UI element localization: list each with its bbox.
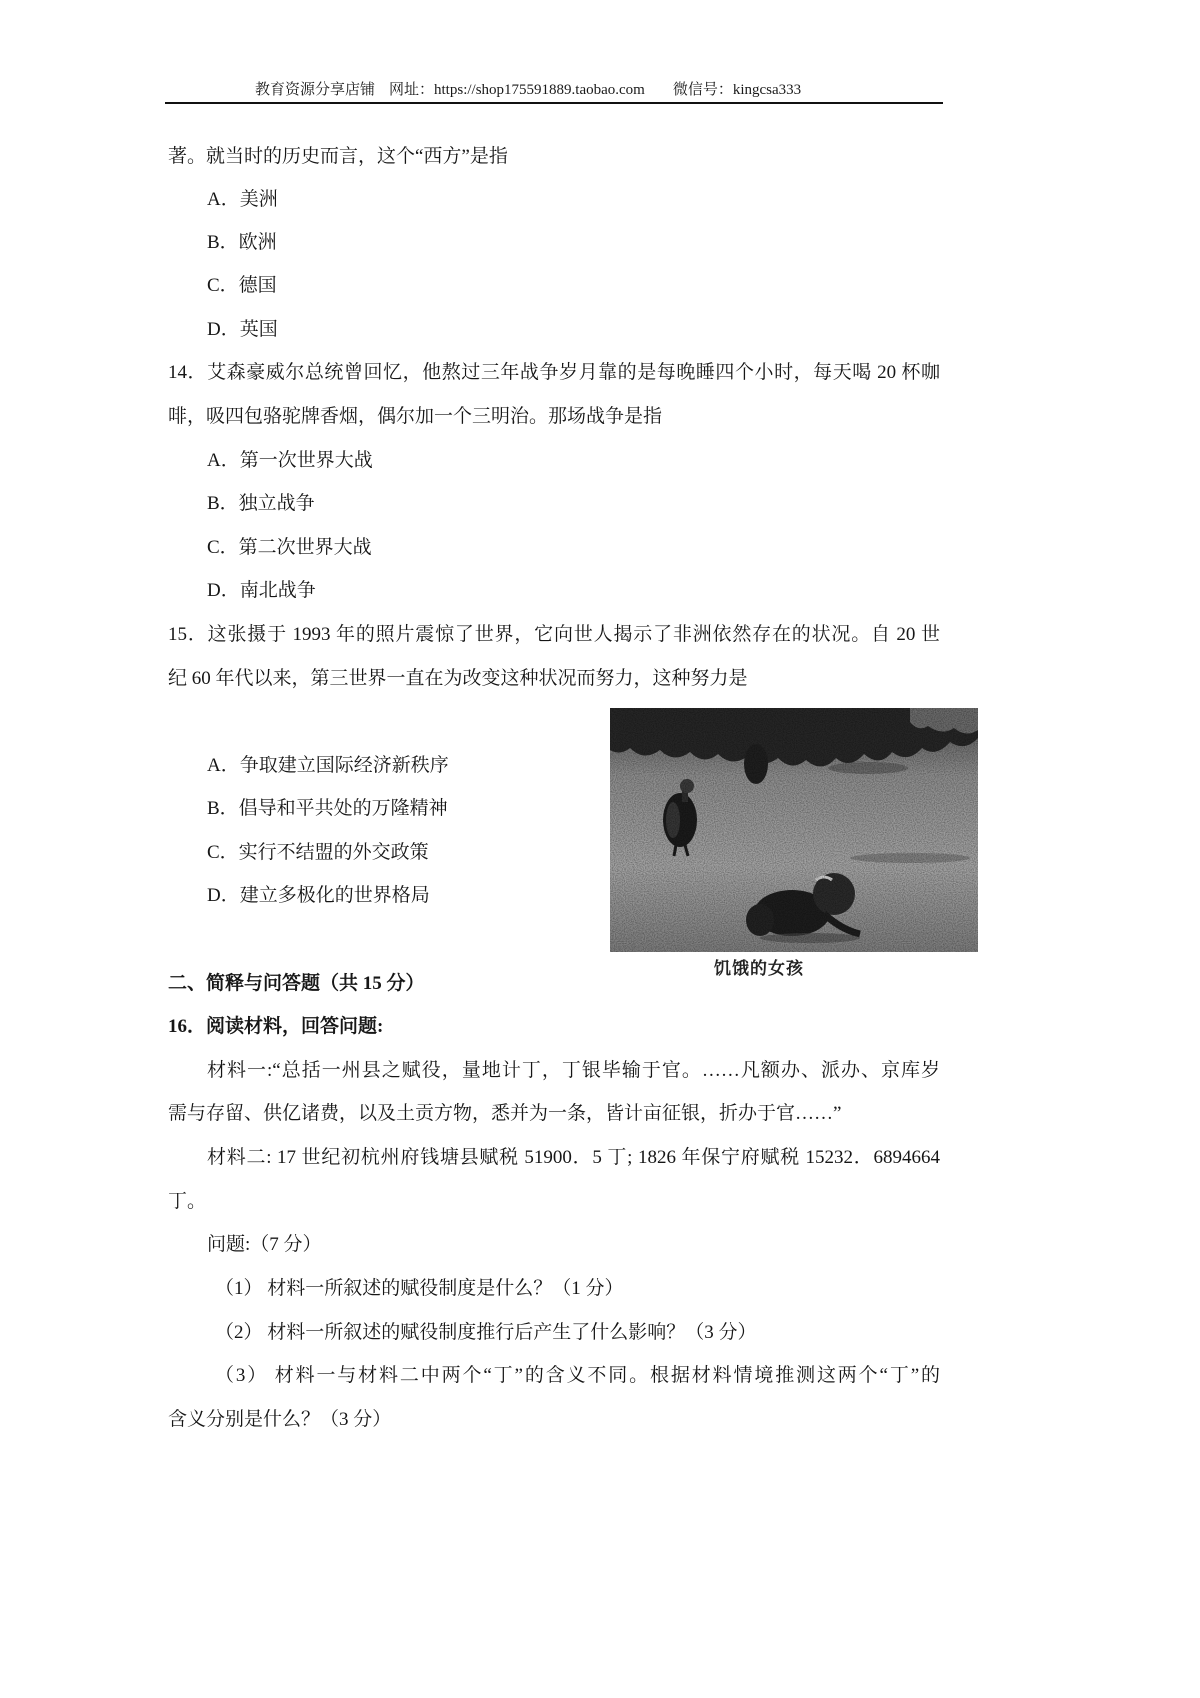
q15-stem-line-2: 纪 60 年代以来，第三世界一直在为改变这种状况而努力，这种努力是 bbox=[168, 668, 748, 689]
q15-option-c: C．实行不结盟的外交政策 bbox=[207, 842, 429, 863]
page-header bbox=[255, 80, 801, 100]
q16-title: 16．阅读材料，回答问题: bbox=[168, 1016, 384, 1037]
q16-material2-line-2: 丁。 bbox=[168, 1191, 207, 1212]
q16-question-1: （1） 材料一所叙述的赋役制度是什么？（1 分） bbox=[215, 1278, 624, 1299]
q15-stem-line-1: 15．这张摄于 1993 年的照片震惊了世界，它向世人揭示了非洲依然存在的状况。自 20 世 bbox=[168, 624, 940, 645]
q14-option-d: D．南北战争 bbox=[207, 580, 316, 601]
q16-question-2: （2） 材料一所叙述的赋役制度推行后产生了什么影响？（3 分） bbox=[215, 1322, 757, 1343]
q16-material1-line-1: 材料一:“总括一州县之赋役，量地计丁，丁银毕输于官。……凡额办、派办、京库岁 bbox=[207, 1060, 940, 1081]
q16-question-3-line-2: 含义分别是什么？（3 分） bbox=[168, 1409, 392, 1430]
q14-option-c: C．第二次世界大战 bbox=[207, 537, 372, 558]
photo-grain bbox=[610, 708, 978, 952]
q16-material1-line-2: 需与存留、供亿诸费，以及土贡方物，悉并为一条，皆计亩征银，折办于官……” bbox=[168, 1103, 842, 1124]
photo-caption: 饥饿的女孩 bbox=[714, 959, 804, 978]
q13-option-d: D．英国 bbox=[207, 319, 278, 340]
q14-stem-line-1: 14．艾森豪威尔总统曾回忆，他熬过三年战争岁月靠的是每晚睡四个小时，每天喝 20 杯咖 bbox=[168, 362, 940, 383]
q16-material2-line-1: 材料二: 17 世纪初杭州府钱塘县赋税 51900．5 丁; 1826 年保宁府赋税 15232．6894664 bbox=[207, 1147, 940, 1168]
starving-girl-photo bbox=[610, 708, 978, 952]
q15-option-b: B．倡导和平共处的万隆精神 bbox=[207, 798, 448, 819]
q13-option-a: A．美洲 bbox=[207, 189, 278, 210]
header-rule bbox=[165, 102, 943, 104]
q15-option-d: D．建立多极化的世界格局 bbox=[207, 885, 430, 906]
photo-graphic bbox=[610, 708, 978, 952]
q13-stem-end: 著。就当时的历史而言，这个“西方”是指 bbox=[168, 146, 508, 167]
q13-option-b: B．欧洲 bbox=[207, 232, 277, 253]
q14-option-a: A．第一次世界大战 bbox=[207, 450, 373, 471]
header-website: 网址：https://shop175591889.taobao.com bbox=[389, 82, 645, 98]
q16-questions-label: 问题:（7 分） bbox=[207, 1234, 322, 1255]
section-2-title: 二、简释与问答题（共 15 分） bbox=[168, 973, 425, 994]
q14-option-b: B．独立战争 bbox=[207, 493, 315, 514]
q13-option-c: C．德国 bbox=[207, 275, 277, 296]
q14-stem-line-2: 啡，吸四包骆驼牌香烟，偶尔加一个三明治。那场战争是指 bbox=[168, 406, 663, 427]
header-shop-name: 教育资源分享店铺 bbox=[255, 82, 376, 98]
header-wechat: 微信号：kingcsa333 bbox=[672, 82, 802, 98]
q16-question-3-line-1: （3） 材料一与材料二中两个“丁”的含义不同。根据材料情境推测这两个“丁”的 bbox=[215, 1365, 940, 1386]
q15-option-a: A．争取建立国际经济新秩序 bbox=[207, 755, 449, 776]
